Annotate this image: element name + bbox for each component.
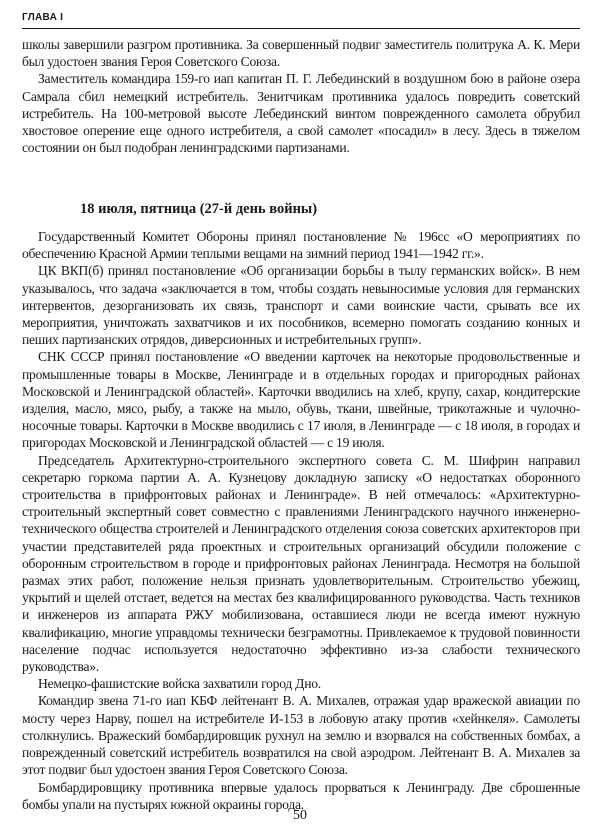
paragraph: СНК СССР принял постановление «О введении карточек на некоторые продовольственные и промышленные товары в Москве, Ленинграде и в отдельных городах и пригородных районах Московской и Ленинградской областей». Карточки вводились на хлеб, крупу, сахар, кондитерские изделия, масло, мясо, рыбу, а также на мыло, обувь, ткани, швейные, трикотажные и чулочно-носочные товары. Карточки в Москве вводились с 17 июля, в Ленинграде — с 18 июля, в городах и пригородах Московской и Ленинградской областей — с 19 июля. bbox=[22, 349, 580, 451]
paragraph: Председатель Архитектурно-строительного экспертного совета С. М. Шифрин направил секретарю горкома партии А. А. Кузнецову докладную записку «О недостатках оборонного строительства в прифронтовых районах и Ленинграде». В ней отмечалось: «Архитектурно-строительный экспертный совет совместно с правлениями Ленинградского научного инженерно-технического общества строителей и Ленинградского отделения союза советских архитекторов при участии представителей ряда проектных и строительных организаций обсудили положение с оборонным строительством в городе и прифронтовых районах Ленинграда. Несмотря на большой размах этих работ, положение нельзя признать удовлетворительным. Строительство убежищ, укрытий и щелей отстает, ведется на местах без квалифицированного руководства. Часть техников и инженеров из аппарата РЖУ мобилизована, оставшиеся люди не всегда имеют нужную квалификацию, многие управдомы технически безграмотны. Привлекаемое к трудовой повинности население подчас используется недостаточно эффективно из-за слабости технического руководства». bbox=[22, 452, 580, 675]
chapter-header: ГЛАВА I bbox=[22, 12, 64, 23]
text-block-top bbox=[22, 36, 580, 156]
header-rule bbox=[22, 28, 580, 29]
paragraph: ЦК ВКП(б) принял постановление «Об организации борьбы в тылу германских войск». В нем указывалось, что задача «заключается в том, чтобы создать невыносимые условия для германских интервентов, дезорганизовать их связь, транспорт и сами воинские части, срывать все их мероприятия, уничтожать захватчиков и их пособников, всемерно помогать созданию конных и пеших партизанских отрядов, диверсионных и истребительных групп». bbox=[22, 263, 580, 348]
paragraph: Командир звена 71-го иап КБФ лейтенант В. А. Михалев, отражая удар вражеской авиации по мосту через Нарву, пошел на истребителе И-153 в лобовую атаку против «хейнкеля». Самолеты столкнулись. Вражеский бомбардировщик рухнул на землю и взорвался на собственных бомбах, а поврежденный советский истребитель возвратился на свой аэродром. Лейтенант В. А. Михалев за этот подвиг был удостоен звания Героя Советского Союза. bbox=[22, 693, 580, 778]
page-number: 50 bbox=[293, 808, 307, 823]
paragraph: школы завершили разгром противника. За совершенный подвиг заместитель политрука А. К. Мери был удостоен звания Героя Советского Союза. bbox=[22, 37, 580, 70]
day-heading: 18 июля, пятница (27-й день войны) bbox=[80, 201, 318, 217]
paragraph: Немецко-фашистские войска захватили город Дно. bbox=[38, 676, 321, 692]
paragraph: Заместитель командира 159-го иап капитан П. Г. Лебединский в воздушном бою в районе озера Самрала сбил немецкий истребитель. Зенитчикам противника удалось повредить советский истребитель. На 100-метровой высоте Лебединский винтом поврежденного самолета обрубил хвостовое оперение еще одного истребителя, а свой самолет «посадил» в лесу. Здесь в тяжелом состоянии он был подобран ленинградскими партизанами. bbox=[22, 71, 580, 156]
paragraph: Бомбардировщику противника впервые удалось прорваться к Ленинграду. Две сброшенные бомбы упали на пустырях южной окраины города. bbox=[22, 779, 580, 812]
paragraph: Государственный Комитет Обороны принял постановление № 196сс «О мероприятиях по обеспечению Красной Армии теплыми вещами на зимний период 1941—1942 гг.». bbox=[22, 229, 580, 262]
text-block-main bbox=[22, 228, 580, 813]
